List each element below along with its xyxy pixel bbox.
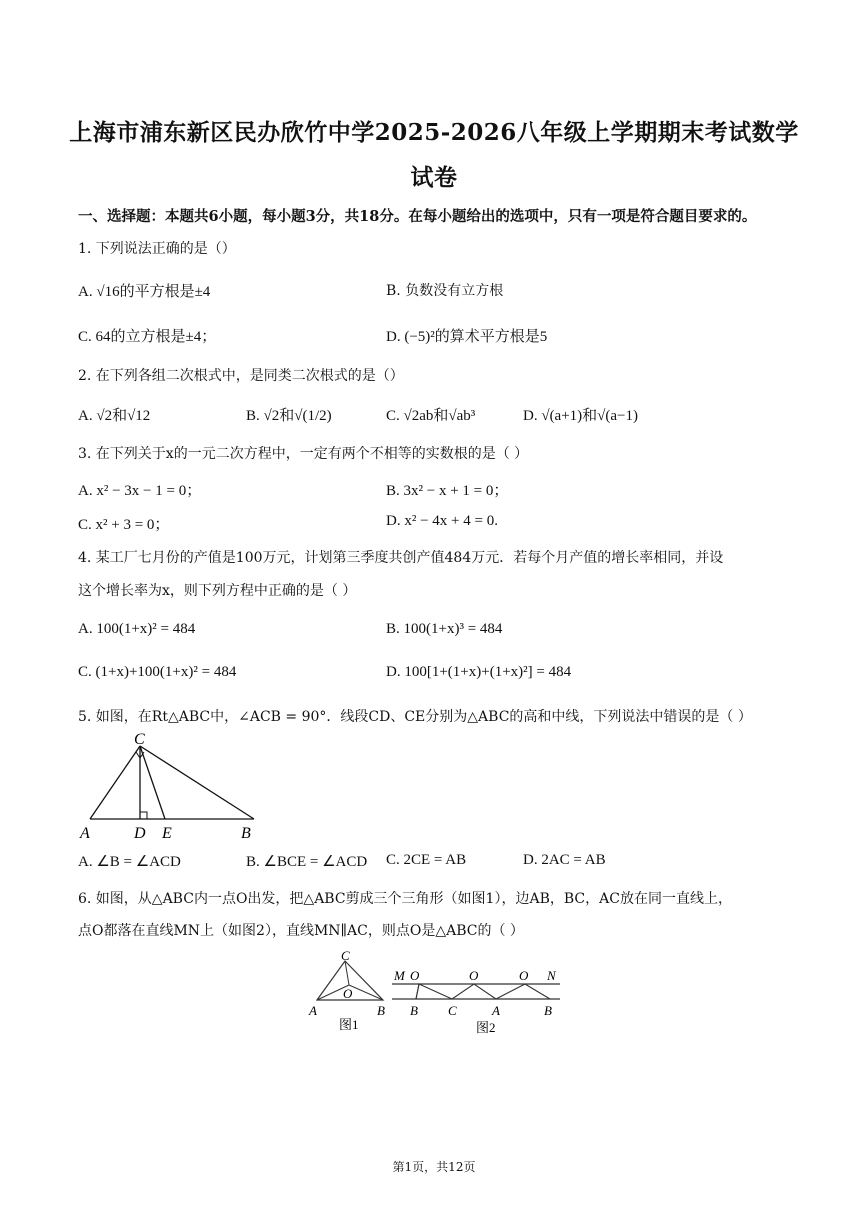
q3-option-a: A. x² − 3x − 1 = 0； [78, 483, 202, 499]
q6-fig2-label-b2: B [544, 1003, 552, 1018]
q6-fig2-label-a: A [492, 1003, 500, 1018]
q5-option-c: C. 2CE = AB [386, 852, 467, 868]
question-6-stem-line2: 点O都落在直线MN上（如图2），直线MN∥AC，则点O是△ABC的（ ） [78, 923, 524, 939]
q5-triangle-figure [74, 728, 274, 843]
q3-option-b: B. 3x² − x + 1 = 0； [386, 483, 509, 499]
q6-fig2-label-o2: O [469, 968, 479, 983]
q1-option-b: B. 负数没有立方根 [386, 283, 504, 299]
exam-title-line2: 试卷 [410, 164, 458, 191]
q2-option-c: C. √2ab和√ab³ [386, 408, 476, 424]
q5-label-a: A [80, 825, 90, 842]
q6-fig2-zigzag [416, 984, 550, 999]
q4-option-d: D. 100[1+(1+x)+(1+x)²] = 484 [386, 664, 572, 680]
q5-option-b: B. ∠BCE = ∠ACD [246, 854, 368, 870]
q5-label-b: B [241, 825, 251, 842]
q6-fig1-label-o: O [343, 986, 353, 1001]
q6-fig1-label-b: B [377, 1003, 385, 1018]
q4-option-a: A. 100(1+x)² = 484 [78, 621, 196, 637]
q3-option-d: D. x² − 4x + 4 = 0. [386, 513, 498, 529]
q6-figure-2 [390, 962, 570, 1042]
q6-fig2-label-n: N [547, 968, 556, 983]
q5-label-e: E [162, 825, 172, 842]
section-heading: 一、选择题：本题共6小题，每小题3分，共18分。在每小题给出的选项中，只有一项是符合题目要求的。 [78, 208, 757, 225]
question-4-stem-line2: 这个增长率为x，则下列方程中正确的是（ ） [78, 583, 357, 599]
q6-fig2-label-o3: O [519, 968, 529, 983]
question-1-stem: 1. 下列说法正确的是（） [78, 241, 236, 257]
question-5-stem: 5. 如图，在Rt△ABC中，∠ACB = 90°．线段CD、CE分别为△ABC的高和中线，下列说法中错误的是（ ） [78, 709, 752, 725]
q1-option-d: D. (−5)²的算术平方根是5 [386, 329, 548, 345]
question-2-stem: 2. 在下列各组二次根式中，是同类二次根式的是（） [78, 368, 404, 384]
q6-fig2-edge [416, 984, 419, 999]
q6-fig1-caption: 图1 [339, 1017, 359, 1032]
question-6-stem-line1: 6. 如图，从△ABC内一点O出发，把△ABC剪成三个三角形（如图1），边AB，BC，AC放在同一直线上， [78, 891, 732, 907]
q5-label-c: C [134, 731, 145, 748]
question-3-stem: 3. 在下列关于x的一元二次方程中，一定有两个不相等的实数根的是（ ） [78, 446, 529, 462]
q6-fig2-label-c: C [448, 1003, 457, 1018]
q5-right-angle-mark-d [140, 812, 147, 819]
q6-figure-1 [305, 948, 395, 1038]
q1-option-c: C. 64的立方根是±4； [78, 329, 217, 345]
q6-fig2-label-m: M [394, 968, 405, 983]
q6-fig1-label-a: A [309, 1003, 317, 1018]
q5-median-ce [140, 746, 165, 819]
question-4-stem-line1: 4. 某工厂七月份的产值是100万元，计划第三季度共创产值484万元．若每个月产值的增长率相同，并设 [78, 550, 724, 566]
q6-fig2-caption: 图2 [476, 1020, 496, 1035]
q5-option-a: A. ∠B = ∠ACD [78, 854, 181, 870]
q5-option-d: D. 2AC = AB [523, 852, 606, 868]
q5-side-bc [140, 746, 254, 819]
q2-option-a: A. √2和√12 [78, 408, 151, 424]
q2-option-b: B. √2和√(1/2) [246, 408, 332, 424]
q3-option-c: C. x² + 3 = 0； [78, 517, 170, 533]
q5-label-d: D [134, 825, 146, 842]
q2-option-d: D. √(a+1)和√(a−1) [523, 408, 639, 424]
q6-fig1-ob [349, 985, 383, 1000]
q4-option-c: C. (1+x)+100(1+x)² = 484 [78, 664, 237, 680]
q6-fig2-label-o1: O [410, 968, 420, 983]
page-footer: 第1页，共12页 [392, 1160, 476, 1174]
q6-fig1-label-c: C [341, 948, 350, 963]
q4-option-b: B. 100(1+x)³ = 484 [386, 621, 503, 637]
q1-option-a: A. √16的平方根是±4 [78, 284, 211, 300]
q5-side-ac [90, 746, 140, 819]
q6-fig2-label-b1: B [410, 1003, 418, 1018]
exam-title-line1: 上海市浦东新区民办欣竹中学2025-2026八年级上学期期末考试数学 [69, 119, 799, 146]
